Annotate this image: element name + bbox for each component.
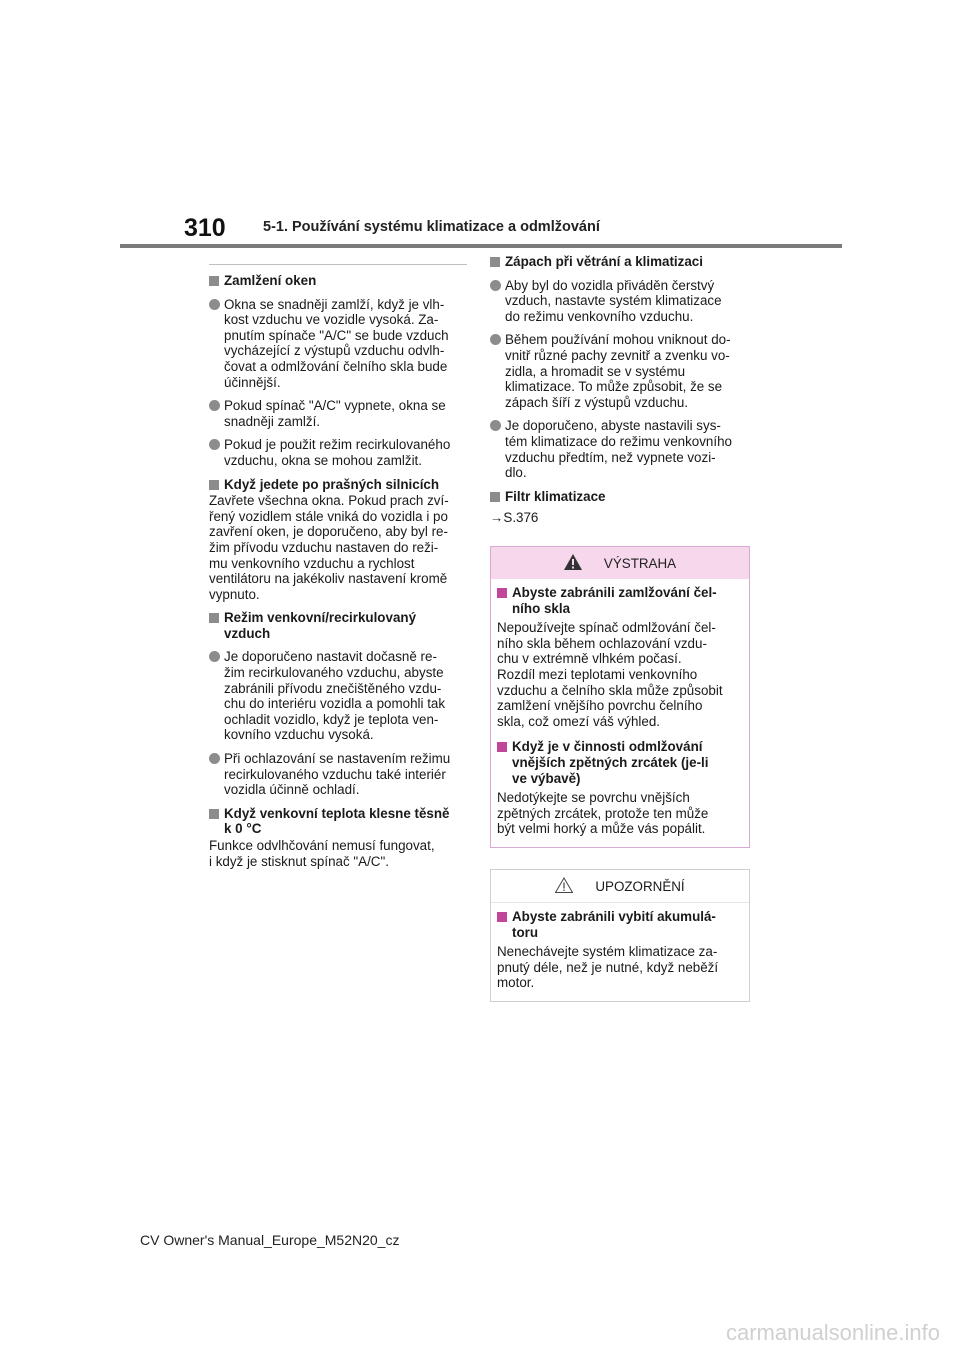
round-bullet-icon: [490, 420, 501, 431]
round-bullet-icon: [209, 400, 220, 411]
paragraph: Nenechávejte systém klimatizace za- pnutý déle, než je nutné, když neběží motor.: [497, 944, 719, 991]
round-bullet-icon: [490, 334, 501, 345]
warning-header: VÝSTRAHA: [491, 547, 749, 579]
square-bullet-icon: [490, 257, 500, 267]
footer-manual-name: CV Owner's Manual_Europe_M52N20_cz: [140, 1232, 400, 1248]
square-bullet-icon: [209, 809, 219, 819]
warning-body: [491, 579, 749, 847]
column-top-rule: [209, 264, 467, 265]
list-item: Aby byl do vozidla přiváděn čerstvý vzduch, nastavte systém klimatizace do režimu venkovního vzduchu.: [490, 278, 750, 325]
warning-heading-mirrors: Když je v činnosti odmlžování vnějších zpětných zrcátek (je-li ve výbavě): [497, 739, 743, 786]
paragraph: Zavřete všechna okna. Pokud prach zví- řený vozidlem stále vniká do vozidla i po zavření oken, je doporučeno, aby byl re- žim přívodu vzduchu nastaven do reži- mu venkovního vzduchu a rychlost ventilátoru na jakékoliv nastavení kromě vypnuto.: [209, 493, 449, 602]
page-reference-link[interactable]: →S.376: [490, 510, 539, 526]
round-bullet-icon: [490, 280, 501, 291]
square-bullet-icon: [209, 276, 219, 286]
round-bullet-icon: [209, 439, 220, 450]
warning-triangle-icon: [564, 554, 582, 573]
paragraph: Nepoužívejte spínač odmlžování čel- ního skla během ochlazování vzdu- chu v extrémně vlhkém počasí. Rozdíl mezi teplotami venkovního vzduchu a čelního skla může způsobit zamlžení vnějšího povrchu čelního skla, což omezí váš výhled.: [497, 620, 723, 729]
right-column: [490, 254, 750, 526]
page-number: 310: [184, 214, 226, 242]
caution-box: [490, 869, 750, 1002]
list-item: Je doporučeno, abyste nastavili sys- tém klimatizace do režimu venkovního vzduchu předtím, než vypnete vozi- dlo.: [490, 418, 750, 480]
heading-air-mode: Režim venkovní/recirkulovaný vzduch: [209, 610, 467, 641]
round-bullet-icon: [209, 299, 220, 310]
square-bullet-icon: [490, 492, 500, 502]
square-bullet-icon: [209, 480, 219, 490]
list-item: Při ochlazování se nastavením režimu recirkulovaného vzduchu také interiér vozidla účinně ochladí.: [209, 751, 467, 798]
heading-fogging: Zamlžení oken: [209, 273, 467, 289]
caution-triangle-icon: [555, 877, 573, 896]
list-item: Pokud spínač "A/C" vypnete, okna se snadněji zamlží.: [209, 398, 467, 429]
section-title: 5-1. Používání systému klimatizace a odmlžování: [263, 219, 600, 235]
heading-low-temperature: Když venkovní teplota klesne těsně k 0 °C: [209, 806, 467, 837]
heading-odor: Zápach při větrání a klimatizaci: [490, 254, 750, 270]
caution-heading-battery: Abyste zabránili vybití akumulá- toru: [497, 909, 743, 940]
list-item: Během používání mohou vniknout do- vnitř různé pachy zevnitř a zvenku vo- zidla, a hromadit se v systému klimatizace. To může způsobit, že se zápach šíří z výstupů vzduchu.: [490, 332, 750, 410]
warning-heading-windshield: Abyste zabránili zamlžování čel- ního skla: [497, 585, 743, 616]
heading-dusty-roads: Když jedete po prašných silnicích: [209, 477, 467, 493]
list-item: Je doporučeno nastavit dočasně re- žim recirkulovaného vzduchu, abyste zabránili přívodu znečištěného vzdu- chu do interiéru vozidla a pomohli tak ochladit vozidlo, když je teplota ven- kovního vzduchu vysoká.: [209, 649, 467, 743]
list-item: Okna se snadněji zamlží, když je vlh- kost vzduchu ve vozidle vysoká. Za- pnutím spínače "A/C" se bude vzduch vycházející z výstupů vzduchu odvlh- čovat a odmlžování čelního skla bude účinnější.: [209, 297, 467, 391]
round-bullet-icon: [209, 651, 220, 662]
paragraph: Nedotýkejte se povrchu vnějších zpětných zrcátek, protože ten může být velmi horký a může vás popálit.: [497, 790, 709, 837]
square-bullet-icon: [497, 588, 507, 598]
watermark: carmanualsonline.info: [725, 1320, 940, 1345]
square-bullet-icon: [497, 912, 507, 922]
list-item: Pokud je použit režim recirkulovaného vzduchu, okna se mohou zamlžit.: [209, 437, 467, 468]
caution-body: [491, 903, 749, 1001]
warning-box: [490, 546, 750, 848]
left-column: [209, 264, 467, 869]
square-bullet-icon: [497, 742, 507, 752]
round-bullet-icon: [209, 753, 220, 764]
heading-ac-filter: Filtr klimatizace: [490, 489, 750, 505]
header-rule: [120, 244, 842, 248]
paragraph: Funkce odvlhčování nemusí fungovat, i když je stisknut spínač "A/C".: [209, 838, 435, 869]
caution-header: UPOZORNĚNÍ: [491, 870, 749, 903]
square-bullet-icon: [209, 613, 219, 623]
